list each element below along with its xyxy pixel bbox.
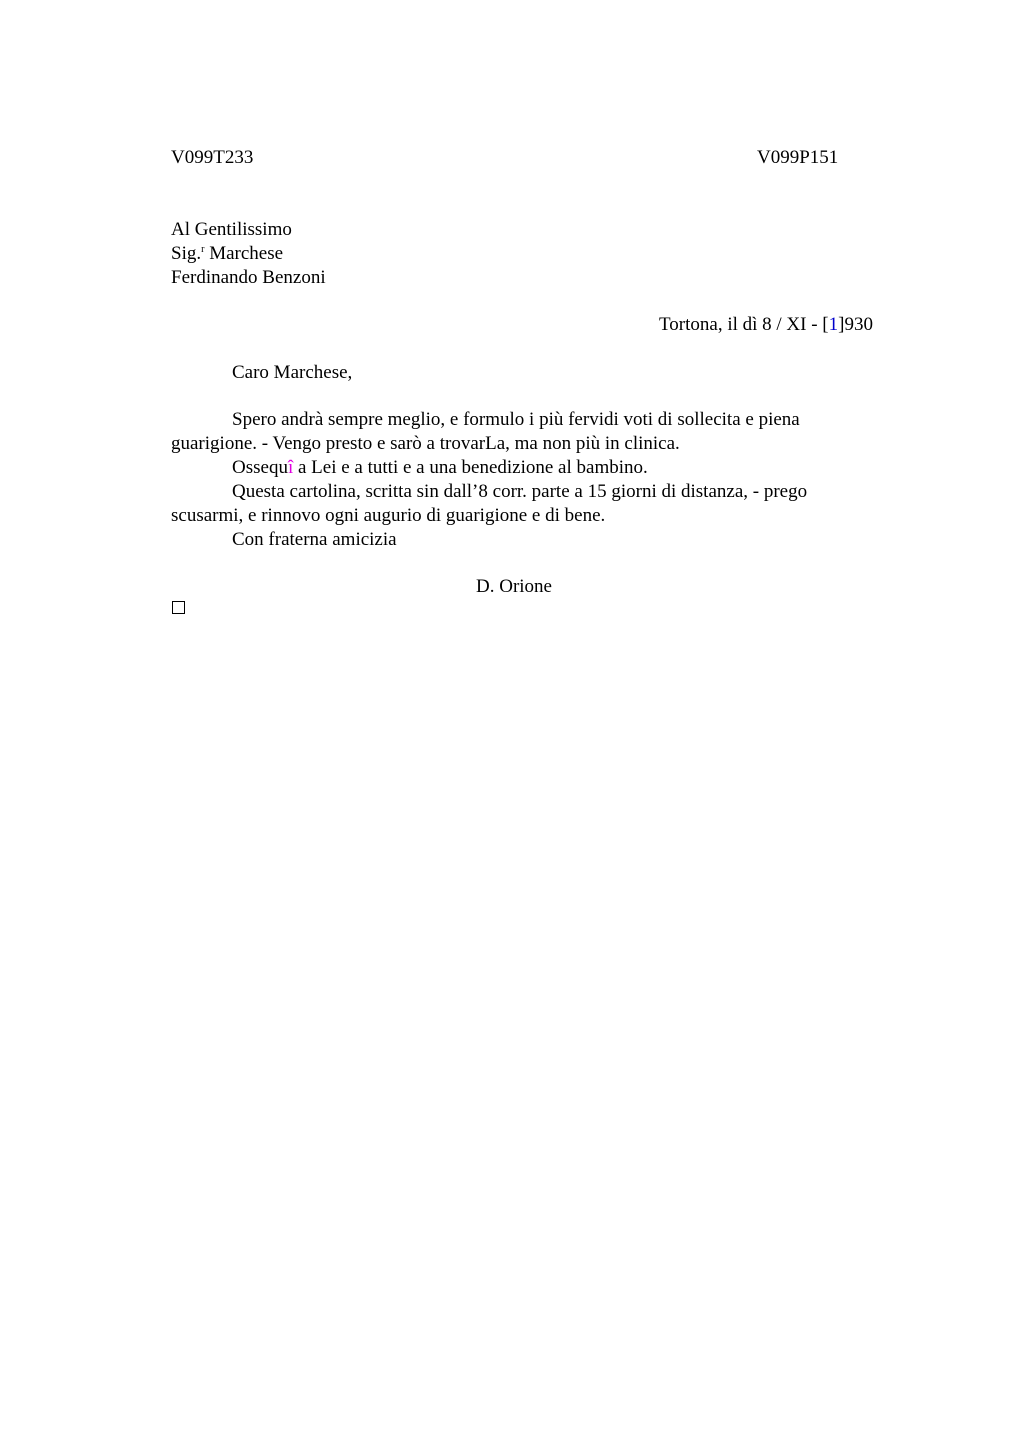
letter-body [171,408,871,552]
salutation: Caro Marchese, [232,362,353,383]
document-code-left: V099T233 [171,147,254,168]
addressee-line-3: Ferdinando Benzoni [171,267,326,288]
addressee-title: Sig. [171,243,202,264]
addressee-line-2 [171,242,326,266]
addressee-title-superscript: r [201,244,205,255]
body-paragraph-1: Spero andrà sempre meglio, e formulo i più fervidi voti di sollecita e piena guarigione. - Vengo presto e sarò a trovarLa, ma non più in clinica. [171,409,800,454]
body-paragraph-2-editorial-char: î [287,457,294,478]
body-paragraph-2-end: a Lei e a tutti e a una benedizione al bambino. [293,457,648,478]
addressee-block [171,218,326,290]
addressee-rank: Marchese [204,243,284,264]
document-code-right: V099P151 [757,147,839,168]
signature: D. Orione [476,576,552,597]
dateline [659,313,873,337]
empty-square-icon [172,601,185,614]
body-paragraph-2-start: Ossequ [232,457,288,478]
addressee-line-1: Al Gentilissimo [171,219,292,240]
dateline-editorial-digit: 1 [828,314,839,335]
body-paragraph-2 [171,456,871,480]
body-paragraph-4: Con fraterna amicizia [232,529,397,550]
body-paragraph-3: Questa cartolina, scritta sin dall’8 corr. parte a 15 giorni di distanza, - prego scusarmi, e rinnovo ogni augurio di guarigione e di bene. [171,481,808,526]
dateline-prefix: Tortona, il dì 8 / XI - [ [659,314,829,335]
dateline-suffix: ]930 [838,314,873,335]
